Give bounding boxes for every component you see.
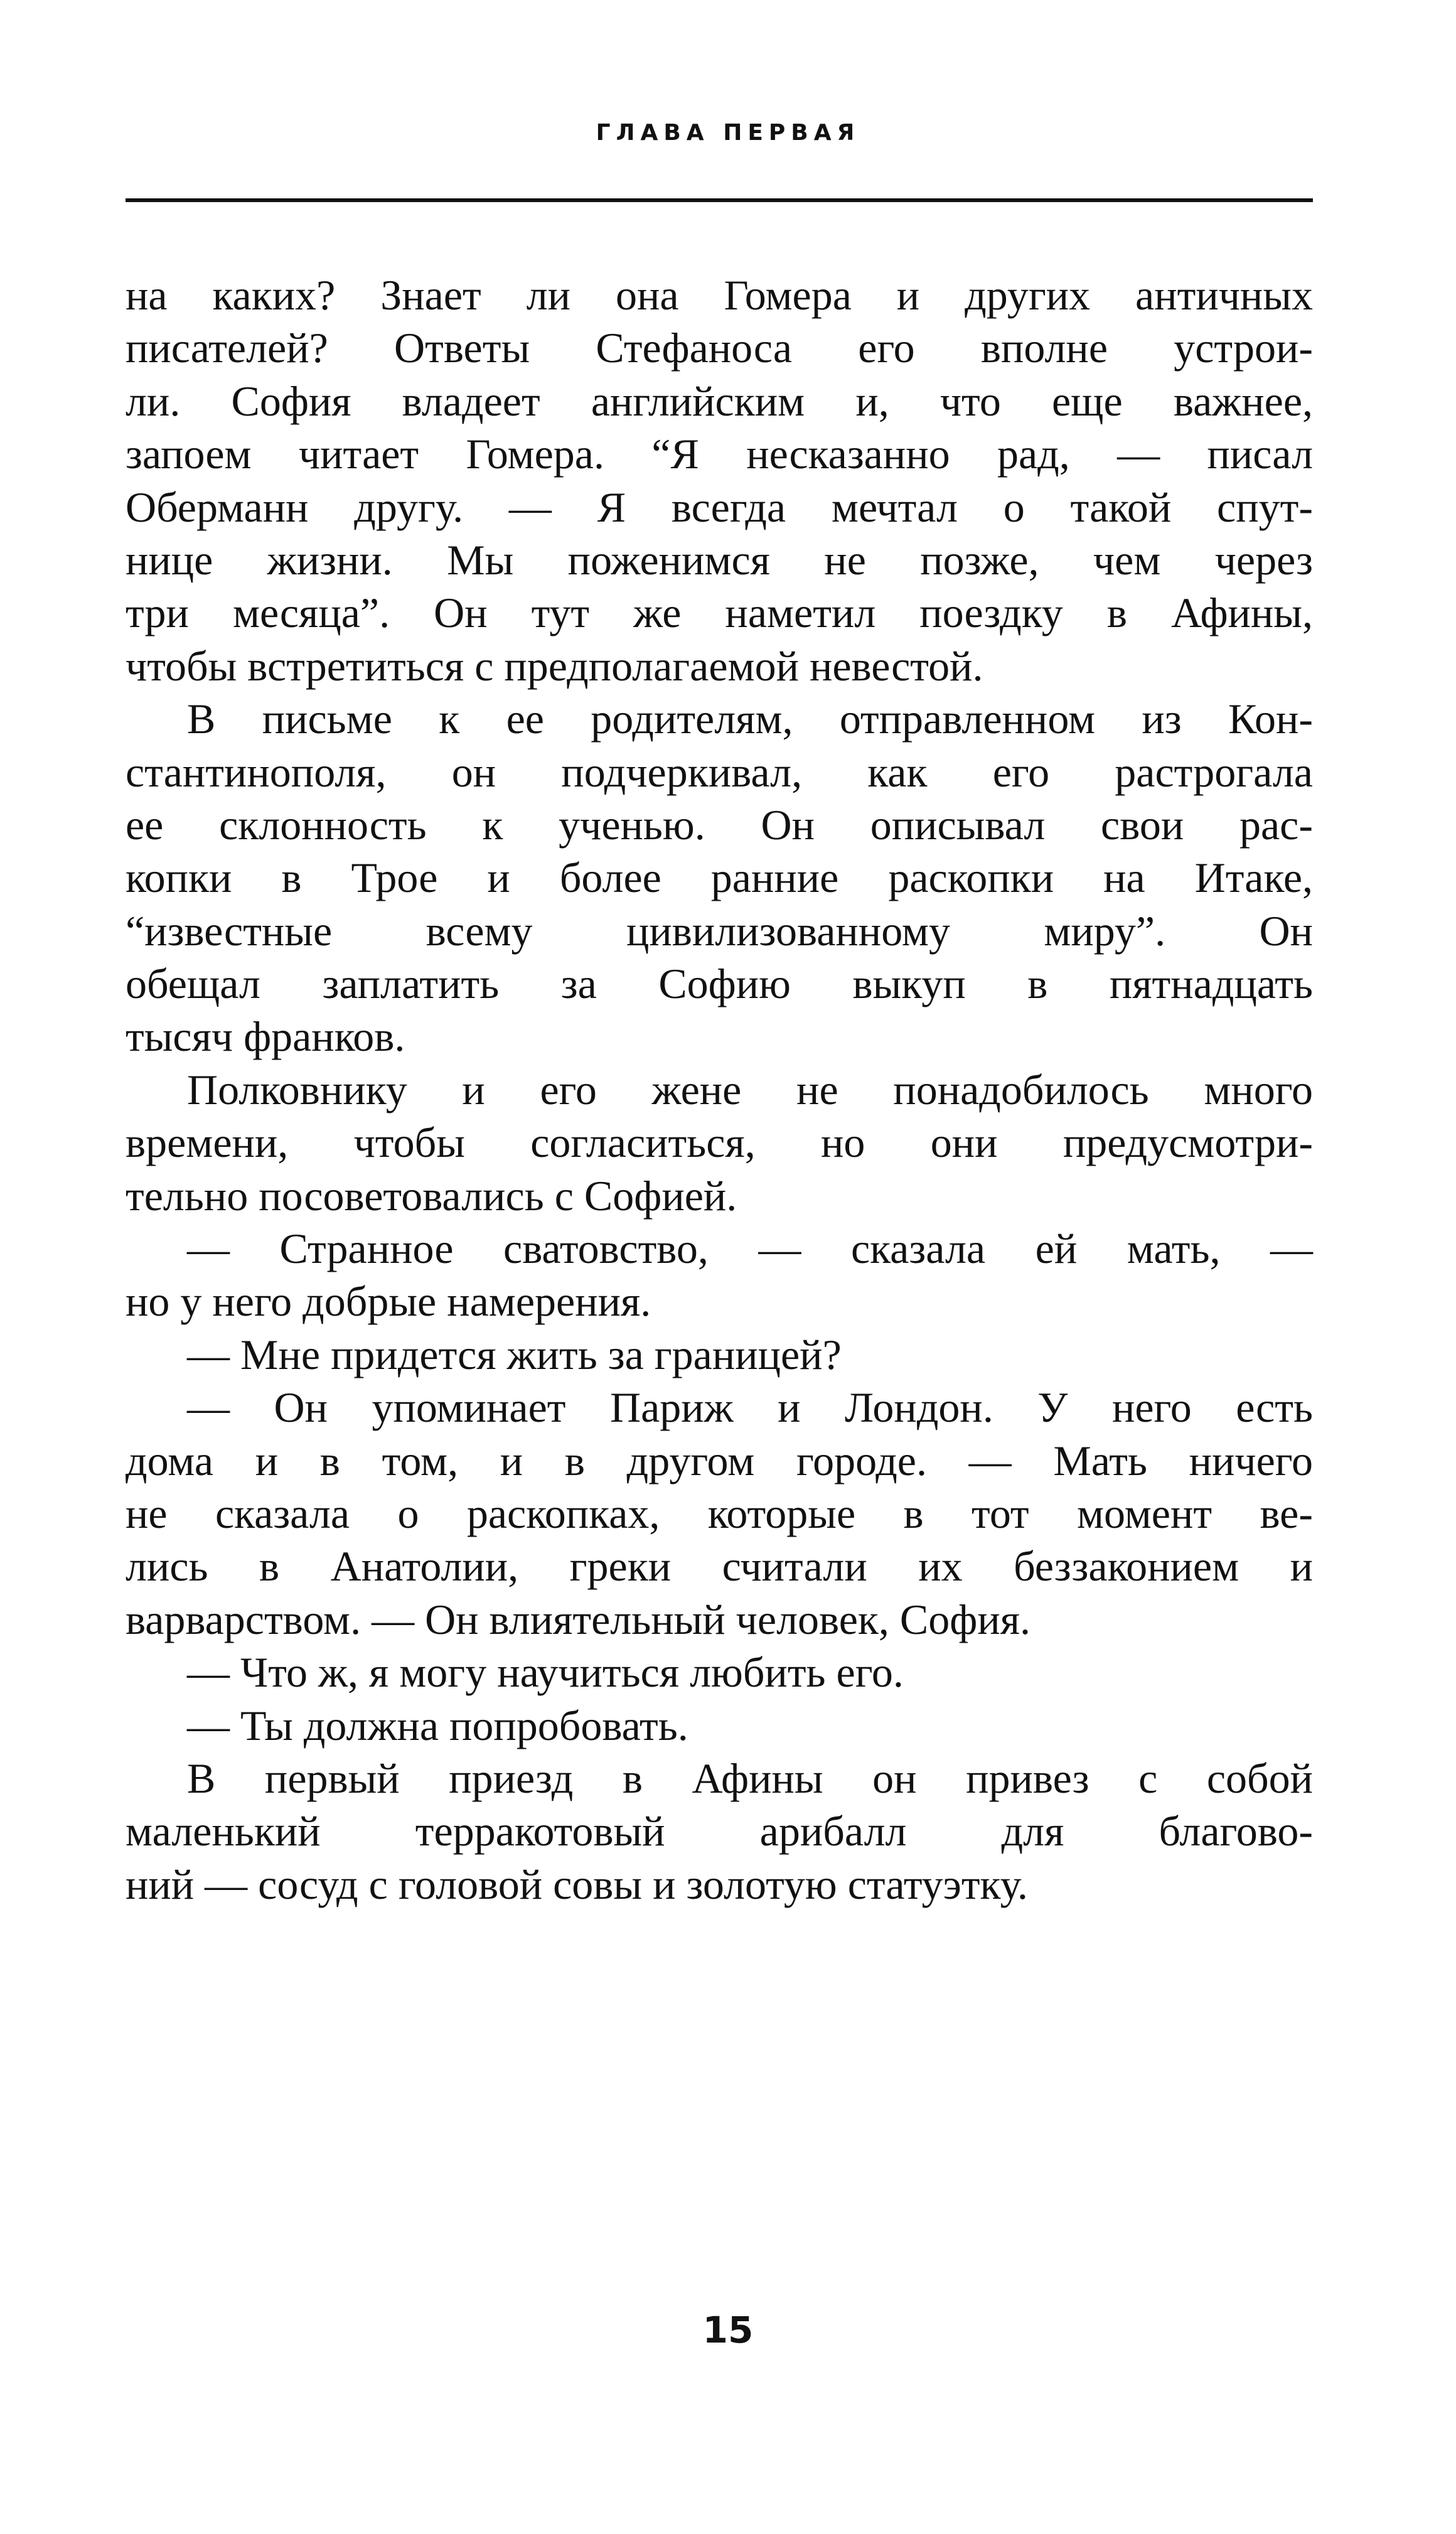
text-line: времени, чтобы согласиться, но они предусмотри- [126,1119,1313,1167]
text-line: тельно посоветовались с Софией. [126,1171,737,1220]
text-line: маленький терракотовый арибалл для благово- [126,1807,1313,1855]
text-line: чтобы встретиться с предполагаемой невестой. [126,642,983,690]
text-line: писателей? Ответы Стефаноса его вполне устрои- [126,324,1313,372]
text-line: Полковнику и его жене не понадобилось много [187,1065,1313,1114]
text-line: — Странное сватовство, — сказала ей мать, — [187,1225,1313,1273]
text-line: тысяч франков. [126,1012,405,1061]
text-line: обещал заплатить за Софию выкуп в пятнадцать [126,960,1313,1008]
text-line: ний — сосуд с головой совы и золотую статуэтку. [126,1860,1028,1908]
page-number: 15 [702,2309,754,2351]
text-line: лись в Анатолии, греки считали их беззаконием и [126,1542,1313,1591]
text-line: — Ты должна попробовать. [187,1701,688,1749]
text-line: ли. София владеет английским и, что еще важнее, [126,377,1313,425]
text-line: дома и в том, и в другом городе. — Мать ничего [126,1436,1313,1484]
text-line: — Мне придется жить за границей? [187,1330,842,1378]
body-text [126,269,1313,1911]
text-line: на каких? Знает ли она Гомера и других античных [126,271,1313,319]
text-line: три месяца”. Он тут же наметил поездку в Афины, [126,589,1313,637]
text-line: “известные всему цивилизованному миру”. Он [126,906,1313,955]
text-line: но у него добрые намерения. [126,1277,651,1326]
running-head: ГЛАВА ПЕРВАЯ [596,120,860,146]
text-line: нице жизни. Мы поженимся не позже, чем через [126,535,1313,584]
text-line: Оберманн другу. — Я всегда мечтал о такой спут- [126,483,1313,531]
text-line: В первый приезд в Афины он привез с собой [187,1754,1313,1802]
text-line: копки в Трое и более ранние раскопки на Итаке, [126,854,1313,902]
text-line: — Он упоминает Париж и Лондон. У него есть [187,1383,1313,1432]
text-line: В письме к ее родителям, отправленном из Кон- [187,695,1313,743]
text-line: запоем читает Гомера. “Я несказанно рад, — писал [126,430,1313,478]
text-line: варварством. — Он влиятельный человек, София. [126,1595,1031,1643]
text-line: ее склонность к ученью. Он описывал свои рас- [126,800,1313,849]
text-line: не сказала о раскопках, которые в тот момент ве- [126,1489,1313,1537]
text-line: — Что ж, я могу научиться любить его. [187,1648,904,1697]
text-line: стантинополя, он подчеркивал, как его растрогала [126,748,1313,796]
header-rule [126,198,1313,202]
